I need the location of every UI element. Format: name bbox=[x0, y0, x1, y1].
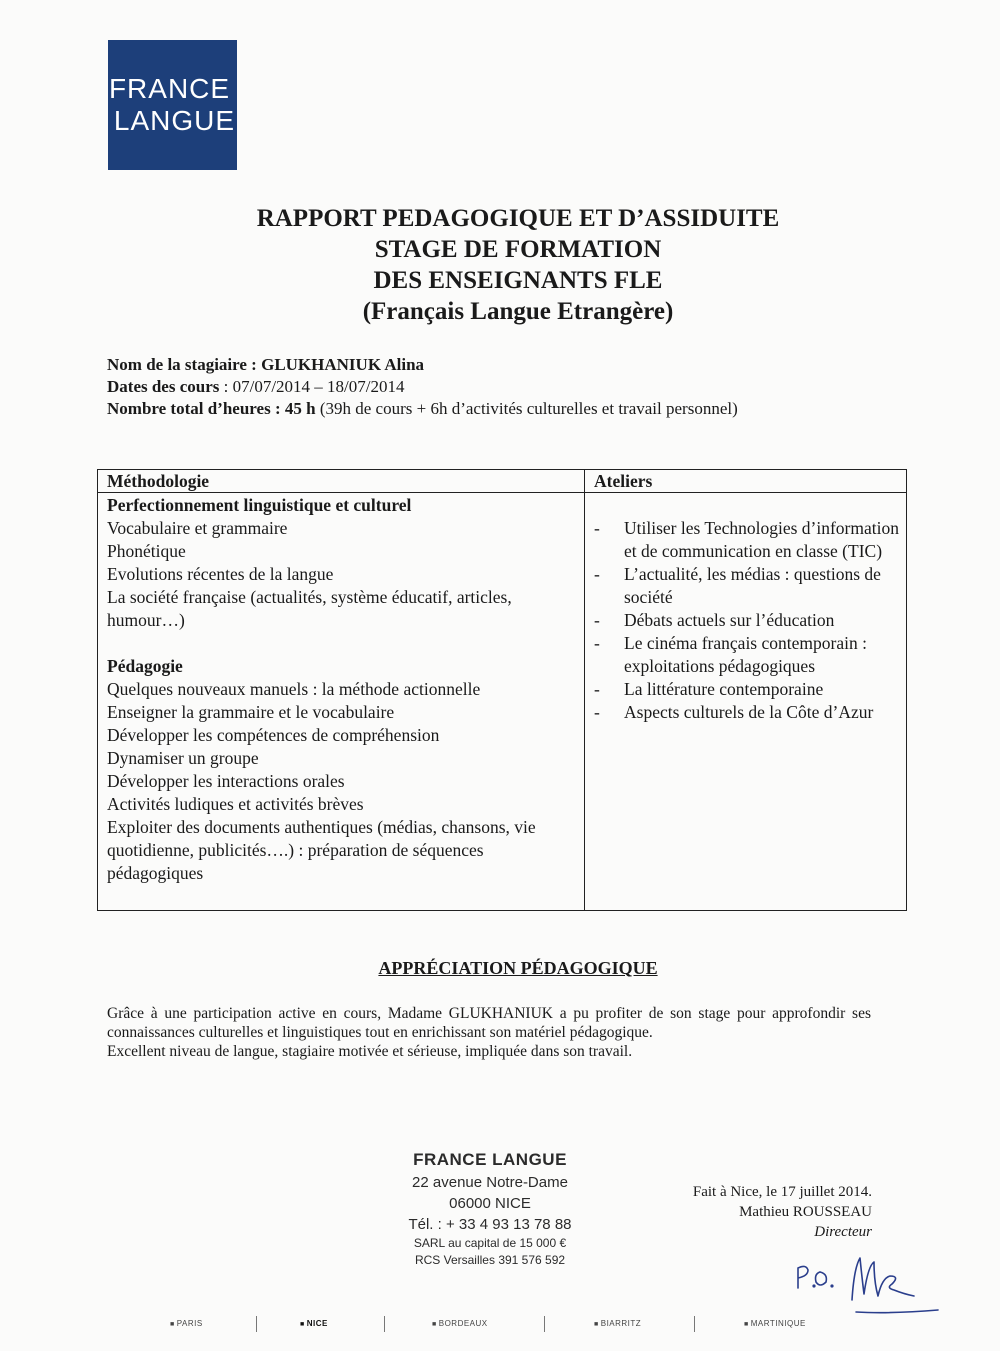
place-date: Fait à Nice, le 17 juillet 2014. bbox=[692, 1184, 872, 1200]
list-item: Développer les compétences de compréhension bbox=[107, 725, 440, 745]
company-city: 06000 NICE bbox=[449, 1195, 531, 1212]
total-hours-value: 45 h bbox=[284, 399, 316, 418]
workshop-text: Utiliser les Technologies d’information et de communication en classe (TIC) bbox=[624, 518, 899, 561]
workshop-item bbox=[594, 632, 899, 678]
company-address-block bbox=[355, 1150, 625, 1269]
title-line-1: RAPPORT PEDAGOGIQUE ET D’ASSIDUITE bbox=[256, 205, 780, 232]
title-line-4: (Français Langue Etrangère) bbox=[362, 298, 674, 325]
signer-name: Mathieu ROUSSEAU bbox=[739, 1204, 872, 1220]
total-hours-row bbox=[107, 398, 738, 420]
workshop-text: Débats actuels sur l’éducation bbox=[624, 610, 835, 630]
methodology-header: Méthodologie bbox=[107, 471, 210, 491]
workshop-item bbox=[594, 609, 899, 632]
title-line-3: DES ENSEIGNANTS FLE bbox=[373, 267, 663, 294]
dash-bullet: - bbox=[594, 702, 600, 722]
list-item: La société française (actualités, système éducatif, articles, humour…) bbox=[107, 587, 512, 630]
workshop-text: Le cinéma français contemporain : exploitations pédagogiques bbox=[624, 633, 867, 676]
header-divider bbox=[98, 492, 906, 493]
trainee-name-label: Nom de la stagiaire : bbox=[107, 355, 262, 374]
dash-bullet: - bbox=[594, 518, 600, 538]
workshops-header: Ateliers bbox=[594, 471, 653, 491]
logo-line-1: FRANCE bbox=[108, 73, 231, 104]
workshop-text: Aspects culturels de la Côte d’Azur bbox=[624, 702, 874, 722]
company-phone: Tél. : + 33 4 93 13 78 88 bbox=[408, 1216, 572, 1233]
dash-bullet: - bbox=[594, 610, 600, 630]
list-item: Quelques nouveaux manuels : la méthode actionnelle bbox=[107, 679, 481, 699]
dash-bullet: - bbox=[594, 679, 600, 699]
list-item: Vocabulaire et grammaire bbox=[107, 518, 288, 538]
footer-city-biarritz: ■ BIARRITZ bbox=[594, 1319, 641, 1328]
course-dates-label: Dates des cours bbox=[107, 377, 220, 396]
signoff-block bbox=[640, 1182, 872, 1242]
footer-cities bbox=[170, 1316, 830, 1334]
workshop-item bbox=[594, 701, 899, 724]
dash-bullet: - bbox=[594, 564, 600, 584]
list-item: Enseigner la grammaire et le vocabulaire bbox=[107, 702, 395, 722]
workshops-column bbox=[594, 517, 899, 724]
company-street: 22 avenue Notre-Dame bbox=[412, 1174, 568, 1191]
company-capital: SARL au capital de 15 000 € bbox=[413, 1236, 567, 1250]
methodology-column bbox=[107, 494, 579, 885]
total-hours-label: Nombre total d’heures : bbox=[107, 399, 285, 418]
appreciation-paragraph-1: Grâce à une participation active en cours, Madame GLUKHANIUK a pu profiter de son stage pour approfondir ses connaissances culturelles et linguistiques tout en enrichissant son matériel pédagogique. bbox=[107, 1005, 871, 1041]
appreciation-paragraph-2: Excellent niveau de langue, stagiaire motivée et sérieuse, impliquée dans son travail. bbox=[107, 1043, 633, 1060]
list-item: Développer les interactions orales bbox=[107, 771, 345, 791]
footer-city-nice: ■ NICE bbox=[300, 1319, 328, 1328]
course-content-table bbox=[97, 469, 907, 911]
france-langue-logo bbox=[108, 40, 237, 170]
section-title-linguistic: Perfectionnement linguistique et culturel bbox=[107, 495, 412, 515]
footer-city-martinique: ■ MARTINIQUE bbox=[744, 1319, 806, 1328]
trainee-info bbox=[107, 354, 738, 420]
appreciation-title: APPRÉCIATION PÉDAGOGIQUE bbox=[378, 958, 658, 978]
company-name: FRANCE LANGUE bbox=[413, 1150, 567, 1169]
list-item: Activités ludiques et activités brèves bbox=[107, 794, 364, 814]
list-item: Dynamiser un groupe bbox=[107, 748, 259, 768]
handwritten-signature bbox=[790, 1238, 940, 1318]
course-dates-row bbox=[107, 376, 738, 398]
total-hours-detail: (39h de cours + 6h d’activités culturelles et travail personnel) bbox=[315, 399, 738, 418]
title-line-2: STAGE DE FORMATION bbox=[374, 236, 662, 263]
footer-separator bbox=[384, 1316, 385, 1332]
list-item: Exploiter des documents authentiques (médias, chansons, vie quotidienne, publicités….) : préparation de séquences pédagogiques bbox=[107, 817, 536, 883]
trainee-name-value: GLUKHANIUK Alina bbox=[261, 355, 425, 374]
company-rcs: RCS Versailles 391 576 592 bbox=[414, 1253, 566, 1267]
logo-line-2: LANGUE bbox=[113, 105, 236, 136]
signer-role: Directeur bbox=[814, 1224, 872, 1240]
list-item: Evolutions récentes de la langue bbox=[107, 564, 334, 584]
list-item: Phonétique bbox=[107, 541, 186, 561]
footer-separator bbox=[256, 1316, 257, 1332]
dash-bullet: - bbox=[594, 633, 600, 653]
course-dates-value: : 07/07/2014 – 18/07/2014 bbox=[219, 377, 405, 396]
workshop-item bbox=[594, 678, 899, 701]
footer-city-bordeaux: ■ BORDEAUX bbox=[432, 1319, 488, 1328]
footer-city-paris: ■ PARIS bbox=[170, 1319, 203, 1328]
column-divider bbox=[584, 470, 585, 910]
appreciation-text bbox=[107, 1004, 871, 1061]
trainee-name-row bbox=[107, 354, 738, 376]
workshop-text: L’actualité, les médias : questions de société bbox=[624, 564, 881, 607]
workshop-item bbox=[594, 517, 899, 563]
workshop-item bbox=[594, 563, 899, 609]
document-title bbox=[100, 203, 936, 327]
section-title-pedagogy: Pédagogie bbox=[107, 656, 183, 676]
footer-separator bbox=[694, 1316, 695, 1332]
spacer bbox=[107, 632, 579, 655]
workshop-text: La littérature contemporaine bbox=[624, 679, 824, 699]
footer-separator bbox=[544, 1316, 545, 1332]
